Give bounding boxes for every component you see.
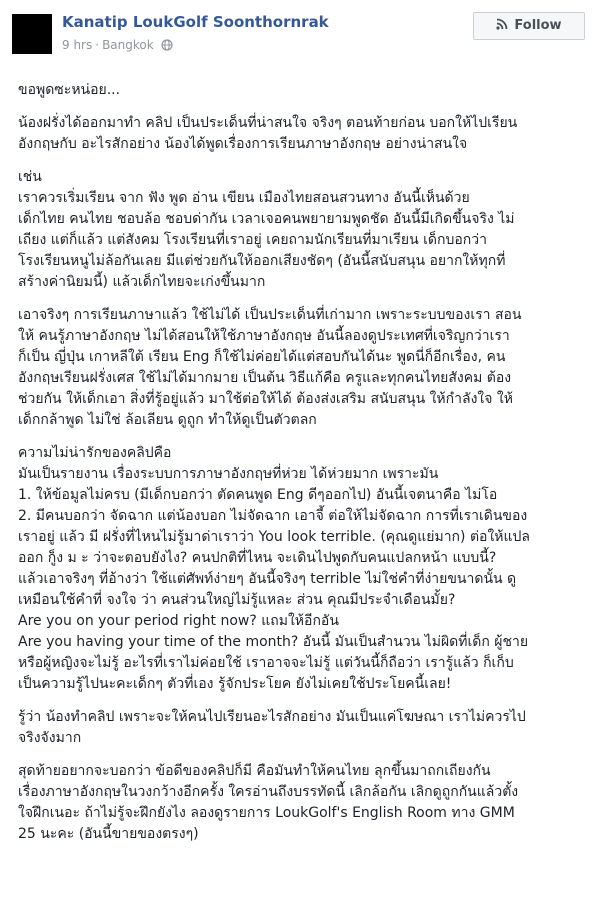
author-name[interactable]: Kanatip LoukGolf Soonthornrak: [62, 13, 329, 31]
post-text-line: เราอยู่ แล้ว มี ฝรั่งที่ไหนไม่รู้มาด่าเราว่า You look terrible. (คุณดูแย่มาก) ต่อให้แปล: [18, 529, 530, 545]
post-body: [18, 80, 592, 857]
post-paragraph: [18, 113, 592, 155]
post-text-line: ขอพูดซะหน่อย...: [18, 82, 121, 98]
post-text-line: เด็กไทย คนไทย ชอบล้อ ชอบด่ากัน เวลาเจอคนพยายามพูดชัด อันนี้มีเกิดขึ้นจริง ไม่: [18, 211, 515, 227]
post-text-line: สุดท้ายอยากจะบอกว่า ข้อดีของคลิปก็มี คือมันทำให้คนไทย ลุกขึ้นมาถกเถียงกัน: [18, 763, 491, 779]
post-text-line: เป็นความรู้ไปนะคะเด็กๆ ตัวที่เอง รู้จักประโยค ยังไม่เคยใช้ประโยคนี้เลย!: [18, 676, 452, 692]
post-text-line: เหมือนใช้คำที่ จงใจ ว่า คนส่วนใหญ่ไม่รู้แหละ ส่วน คุณมีประจำเดือนมั้ย?: [18, 592, 456, 608]
post-paragraph: [18, 707, 592, 749]
post-text-line: เราควรเริ่มเรียน จาก ฟัง พูด อ่าน เขียน เมืองไทยสอนสวนทาง อันนี้เห็นด้วย: [18, 190, 470, 206]
post-text-line: ความไม่น่ารักของคลิปคือ: [18, 445, 172, 461]
post-paragraph: [18, 305, 592, 431]
post-text-line: ช่วยกัน ให้เด็กเอา สิ่งที่รู้อยู่แล้ว มาใช้ต่อให้ได้ ต้องส่งเสริม สนับสนุน ให้กำลังใจ ให้: [18, 391, 513, 407]
post-text-line: เด็กกล้าพูด ไม่ใช่ ล้อเลียน ดูถูก ทำให้ดูเป็นตัวตลก: [18, 412, 317, 428]
post-text-line: ออก กู็ง ม ะ ว่าจะตอบยังไง? คนปกติที่ไหน จะเดินไปพูดกับคนแปลกหน้า แบบนี้?: [18, 550, 497, 566]
post-text-line: แล้วเอาจริงๆ ที่อ้างว่า ใช้แต่ศัพท์ง่ายๆ อันนี้จริงๆ terrible ไม่ใช่คำที่ง่ายขนาดนั้น ดู: [18, 571, 517, 587]
post-text-line: 2. มีคนบอกว่า จัดฉาก แต่น้องบอก ไม่จัดฉาก เอาจี้ ต่อให้ไม่จัดฉาก การที่เราเดินของ: [18, 508, 528, 524]
follow-button[interactable]: [473, 12, 585, 40]
post-header: [0, 0, 600, 78]
rss-icon: [496, 18, 508, 30]
post-text-line: เถียง แต่ก็แล้ว แต่สังคม โรงเรียนที่เราอยู่ เคยถามนักเรียนที่มาเรียน เด็กบอกว่า: [18, 232, 487, 248]
post-text-line: Are you on your period right now? แถมให้อีกอัน: [18, 613, 339, 629]
post-text-line: อังกฤษเรียนฝรั่งเศส ใช้ไม่ได้มากมาย เป็นต้น วิธีแก้คือ ครูและทุกคนไทยสังคม ต้อง: [18, 370, 512, 386]
post-paragraph: [18, 761, 592, 845]
post-text-line: รู้ว่า น้องทำคลิป เพราะจะให้คนไปเรียนอะไรสักอย่าง มันเป็นแค่โฆษณา เราไม่ควรไป: [18, 709, 526, 725]
post-text-line: เรื่องภาษาอังกฤษในวงกว้างอีกครั้ง ใครอ่านถึงบรรทัดนี้ เลิกล้อกัน เลิกดูถูกกันแล้วตั้ง: [18, 784, 519, 800]
post-text-line: Are you having your time of the month? อันนี้ มันเป็นสำนวน ไม่ผิดที่เด็ก ผู้ชาย: [18, 634, 529, 650]
avatar[interactable]: [12, 14, 52, 54]
post-text-line: สร้างค่านิยมนี้) แล้วเด็กไทยจะเก่งขึ้นมาก: [18, 274, 266, 290]
post-text-line: ให้ คนรู้ภาษาอังกฤษ ไม่ได้สอนให้ใช้ภาษาอังกฤษ อันนี้ลองดูประเทศที่เจริญกว่าเรา: [18, 328, 510, 344]
follow-button-label: Follow: [514, 18, 562, 33]
post-text-line: ก็เป็น ญี่ปุ่น เกาหลีใต้ เรียน Eng ก็ใช้ไม่ค่อยได้แต่สอบกันได้นะ พูดนี่ก็อีกเรื่อง, คน: [18, 349, 506, 365]
post-text-line: เช่น: [18, 169, 42, 185]
post-text-line: น้องฝรั่งได้ออกมาทำ คลิป เป็นประเด็นที่น่าสนใจ จริงๆ ตอนท้ายก่อน บอกให้ไปเรียน: [18, 115, 518, 131]
post-text-line: 1. ให้ข้อมูลไม่ครบ (มีเด็กบอกว่า ตัดคนพูด Eng ดีๆออกไป) อันนี้เจตนาคือ ไม่โอ: [18, 487, 498, 503]
post-text-line: ใจฝึกเนอะ ถ้าไม่รู้จะฝึกยังไง ลองดูรายการ LoukGolf's English Room ทาง GMM: [18, 805, 515, 821]
post-text-line: โรงเรียนหนูไม่ล้อกันเลย มีแต่ช่วยกันให้ออกเสียงชัดๆ (อันนี้สนับสนุน อยากให้ทุกที่: [18, 253, 506, 269]
post-time[interactable]: 9 hrs: [62, 38, 93, 52]
post-paragraph: [18, 167, 592, 293]
globe-icon: [161, 39, 173, 51]
post-text-line: เอาจริงๆ การเรียนภาษาแล้ว ใช้ไม่ได้ เป็นประเด็นที่เก่ามาก เพราะระบบของเรา สอน: [18, 307, 522, 323]
post-text-line: มันเป็นรายงาน เรื่องระบบการภาษาอังกฤษที่ห่วย ได้ห่วยมาก เพราะมัน: [18, 466, 439, 482]
meta-separator: ·: [95, 38, 100, 52]
post-meta: [62, 38, 173, 52]
post-text-line: อังกฤษกับ อะไรสักอย่าง น้องได้พูดเรื่องการเรียนภาษาอังกฤษ อย่างน่าสนใจ: [18, 136, 468, 152]
post-location[interactable]: Bangkok: [102, 38, 154, 52]
post-paragraph: [18, 443, 592, 695]
post-text-line: 25 นะคะ (อันนี้ขายของตรงๆ): [18, 826, 199, 842]
post-text-line: จริงจังมาก: [18, 730, 82, 746]
post-paragraph: [18, 80, 592, 101]
post-text-line: หรือผู้หญิงจะไม่รู้ อะไรที่เราไม่ค่อยใช้ เราอาจจะไม่รู้ แต่วันนี้ก็ถือว่า เรารู้แล้ว ก็เก็บ: [18, 655, 514, 671]
